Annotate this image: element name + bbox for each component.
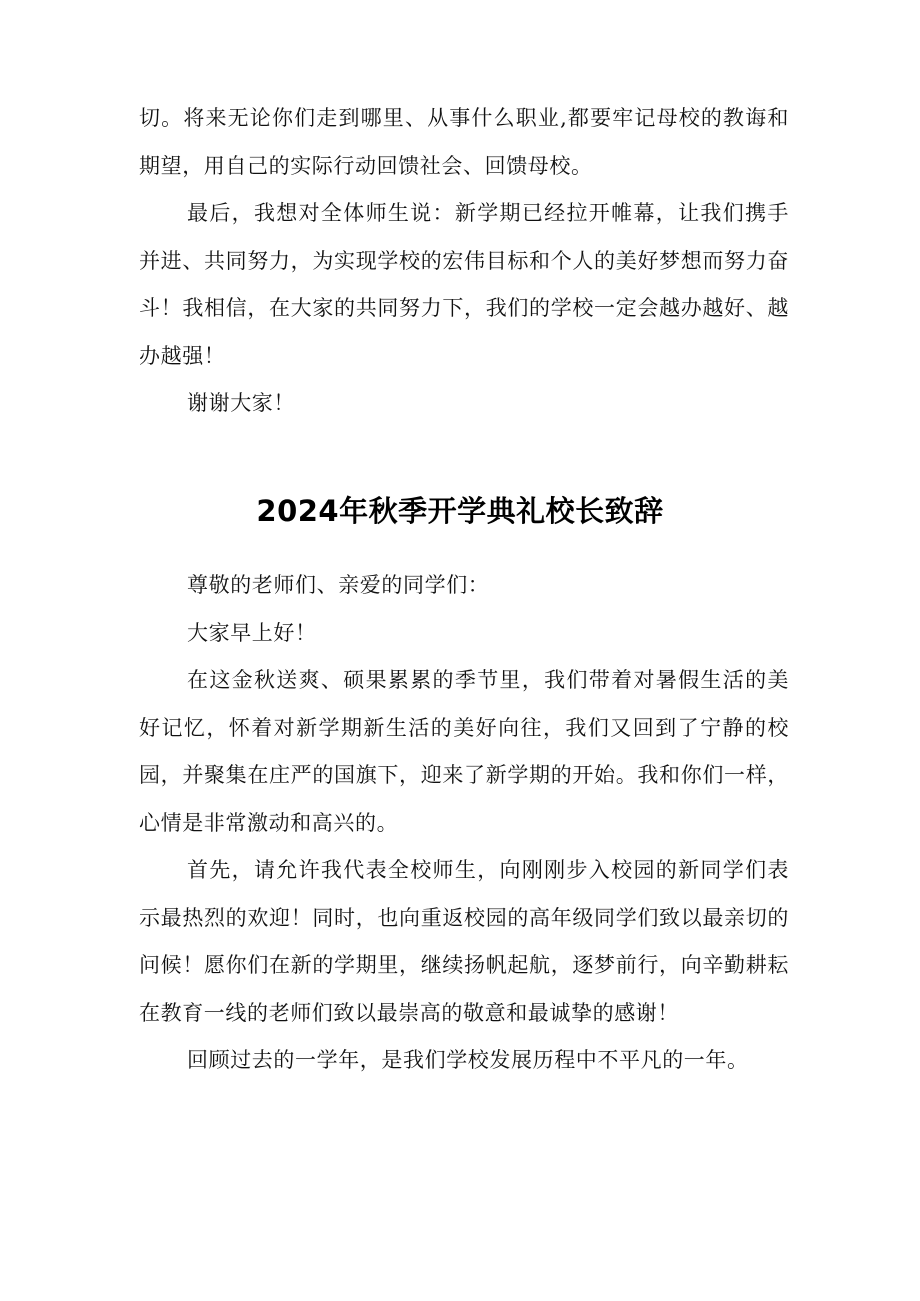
- speech-title: 2024年秋季开学典礼校长致辞: [256, 494, 664, 529]
- previous-speech-paragraph-2: 最后，我想对全体师生说：新学期已经拉开帷幕，让我们携手并进、共同努力，为实现学校的宏伟目标和个人的美好梦想而努力奋斗！我相信，在大家的共同努力下，我们的学校一定会越办越好、越办越强！: [139, 201, 789, 368]
- previous-speech-closing: 谢谢大家！: [187, 391, 295, 415]
- speech-paragraph-3: 回顾过去的一学年，是我们学校发展历程中不平凡的一年。: [187, 1048, 749, 1072]
- speech-paragraph-2: 首先，请允许我代表全校师生，向刚刚步入校园的新同学们表示最热烈的欢迎！同时，也向重返校园的高年级同学们致以最亲切的问候！愿你们在新的学期里，继续扬帆起航，逐梦前行，向辛勤耕耘在教育一线的老师们致以最崇高的敬意和最诚挚的感谢！: [139, 858, 789, 1025]
- speech-body: [139, 562, 789, 1085]
- speech-greeting: 大家早上好！: [187, 620, 317, 645]
- previous-speech-ending: [139, 95, 789, 428]
- speech-paragraph-1: 在这金秋送爽、硕果累累的季节里，我们带着对暑假生活的美好记忆，怀着对新学期新生活的美好向往，我们又回到了宁静的校园，并聚集在庄严的国旗下，迎来了新学期的开始。我和你们一样，心情是非常激动和高兴的。: [139, 668, 789, 835]
- previous-speech-paragraph-1: 切。将来无论你们走到哪里、从事什么职业,都要牢记母校的教诲和期望，用自己的实际行动回馈社会、回馈母校。: [139, 106, 789, 178]
- speech-salutation: 尊敬的老师们、亲爱的同学们：: [187, 573, 490, 597]
